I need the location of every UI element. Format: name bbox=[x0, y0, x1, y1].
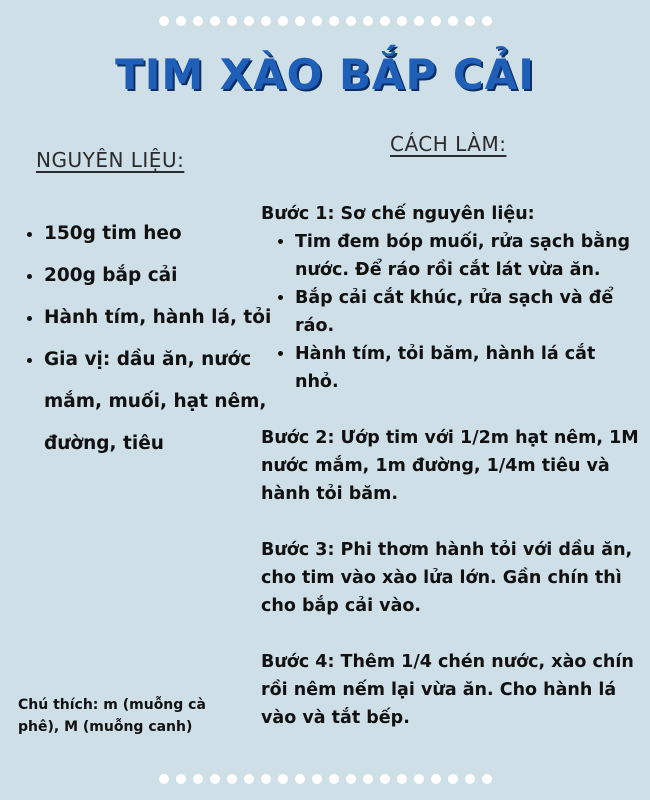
method-steps bbox=[261, 200, 641, 732]
bottom-dot-border bbox=[0, 774, 650, 784]
step-1-item: • Hành tím, tỏi băm, hành lá cắt nhỏ. bbox=[295, 340, 641, 396]
step-4: Bước 4: Thêm 1/4 chén nước, xào chín rồi nêm nếm lại vừa ăn. Cho hành lá vào và tắt bếp. bbox=[261, 652, 634, 728]
step-3: Bước 3: Phi thơm hành tỏi với dầu ăn, cho tim vào xào lửa lớn. Gần chín thì cho bắp cải vào. bbox=[261, 540, 633, 616]
step-2: Bước 2: Ướp tim với 1/2m hạt nêm, 1M nước mắm, 1m đường, 1/4m tiêu và hành tỏi băm. bbox=[261, 428, 639, 504]
unit-note: Chú thích: m (muỗng cà phê), M (muỗng canh) bbox=[18, 697, 206, 735]
step-1-item: • Bắp cải cắt khúc, rửa sạch và để ráo. bbox=[295, 284, 641, 340]
ingredient-item: • 150g tim heo bbox=[44, 213, 272, 255]
ingredients-heading: NGUYÊN LIỆU: bbox=[36, 148, 185, 172]
ingredient-item: • 200g bắp cải bbox=[44, 255, 272, 297]
ingredient-item: • Hành tím, hành lá, tỏi bbox=[44, 297, 272, 339]
top-dot-border bbox=[0, 16, 650, 26]
ingredient-item: • Gia vị: dầu ăn, nước mắm, muối, hạt nêm, đường, tiêu bbox=[44, 339, 272, 465]
step-1-list bbox=[261, 228, 641, 396]
ingredients-list bbox=[20, 213, 272, 465]
page-title: TIM XÀO BẮP CẢI bbox=[115, 50, 535, 99]
method-heading: CÁCH LÀM: bbox=[390, 132, 507, 156]
step-1-item: • Tim đem bóp muối, rửa sạch bằng nước. Để ráo rồi cắt lát vừa ăn. bbox=[295, 228, 641, 284]
step-1-title: Bước 1: Sơ chế nguyên liệu: bbox=[261, 204, 535, 224]
